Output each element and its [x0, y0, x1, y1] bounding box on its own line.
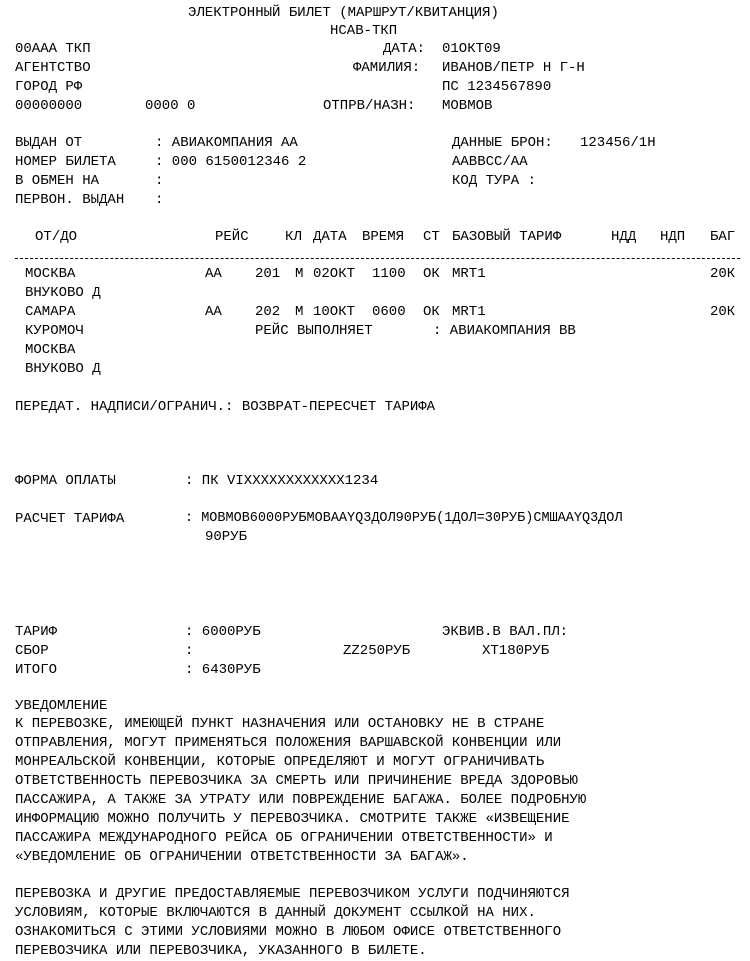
- endorsements: ПЕРЕДАТ. НАДПИСИ/ОГРАНИЧ.: ВОЗВРАТ-ПЕРЕСЧЕТ ТАРИФА: [15, 399, 436, 415]
- agency-city: ГОРОД РФ: [15, 79, 83, 95]
- payment-value: : ПК VIXXXXXXXXXXXX1234: [185, 473, 379, 489]
- fare-label: ТАРИФ: [15, 624, 58, 640]
- segment-status: ОК: [423, 304, 440, 320]
- segment-baggage: 20К: [710, 304, 736, 320]
- col-baggage: БАГ: [710, 229, 736, 245]
- col-flight: РЕЙС: [215, 229, 249, 245]
- agency-number: 00000000: [15, 98, 83, 114]
- payment-label: ФОРМА ОПЛАТЫ: [15, 473, 116, 489]
- terms-line: УСЛОВИЯМ, КОТОРЫЕ ВКЛЮЧАЮТСЯ В ДАННЫЙ ДОКУМЕНТ ССЫЛКОЙ НА НИХ.: [15, 905, 536, 921]
- col-base-fare: БАЗОВЫЙ ТАРИФ: [452, 229, 562, 245]
- booking-label: ДАННЫЕ БРОН:: [452, 135, 553, 151]
- exchange-label: В ОБМЕН НА: [15, 173, 100, 189]
- col-status: СТ: [423, 229, 440, 245]
- fare-calc-line1: : МОВМОВ6000РУБМОВААYQ3ДОЛ90РУБ(1ДОЛ=30РУБ)СМШААYQ3ДОЛ: [185, 511, 623, 526]
- booking-value: 123456/1Н: [580, 135, 656, 151]
- document-title: ЭЛЕКТРОННЫЙ БИЛЕТ (МАРШРУТ/КВИТАНЦИЯ): [188, 5, 499, 21]
- issue-date: 01ОКТ09: [442, 41, 501, 57]
- segment-baggage: 20К: [710, 266, 736, 282]
- fare-calc-label: РАСЧЕТ ТАРИФА: [15, 511, 125, 527]
- exchange-value: :: [155, 173, 164, 189]
- ticket-number-label: НОМЕР БИЛЕТА: [15, 154, 116, 170]
- notice-line: К ПЕРЕВОЗКЕ, ИМЕЮЩЕЙ ПУНКТ НАЗНАЧЕНИЯ ИЛИ ОСТАНОВКУ НЕ В СТРАНЕ: [15, 716, 545, 732]
- col-date: ДАТА: [313, 229, 347, 245]
- notice-line: ОТПРАВЛЕНИЯ, МОГУТ ПРИМЕНЯТЬСЯ ПОЛОЖЕНИЯ ВАРШАВСКОЙ КОНВЕНЦИИ ИЛИ: [15, 735, 562, 751]
- ticket-number-value: : 000 6150012346 2: [155, 154, 307, 170]
- passenger-name: ИВАНОВ/ПЕТР Н Г-Н: [442, 60, 585, 76]
- agency-code: 00ААА ТКП: [15, 41, 91, 57]
- segment-city: САМАРА: [25, 304, 76, 320]
- segment-date: 02ОКТ: [313, 266, 356, 282]
- terms-line: ПЕРЕВОЗЧИКА ИЛИ ПЕРЕВОЗЧИКА, УКАЗАННОГО В БИЛЕТЕ.: [15, 943, 427, 959]
- route-value: МОВМОВ: [442, 98, 493, 114]
- segment-class: М: [295, 266, 304, 282]
- booking-secondary: ААВВСС/АА: [452, 154, 528, 170]
- col-from-to: ОТ/ДО: [35, 229, 78, 245]
- notice-line: «УВЕДОМЛЕНИЕ ОБ ОГРАНИЧЕНИИ ОТВЕТСТВЕННОСТИ ЗА БАГАЖ».: [15, 849, 469, 865]
- tax-xt: XT180РУБ: [482, 643, 550, 659]
- segment-flight: 202: [255, 304, 281, 320]
- col-time: ВРЕМЯ: [362, 229, 405, 245]
- segment-time: 0600: [372, 304, 406, 320]
- issued-by-label: ВЫДАН ОТ: [15, 135, 83, 151]
- segment-date: 10ОКТ: [313, 304, 356, 320]
- fare-calc-line2: 90РУБ: [205, 529, 248, 545]
- tax-label: СБОР: [15, 643, 49, 659]
- segment-fare-basis: MRT1: [452, 304, 486, 320]
- route-label: ОТПРВ/НАЗН:: [323, 98, 416, 114]
- tax-zz: ZZ250РУБ: [343, 643, 411, 659]
- col-ndp: НДП: [660, 229, 686, 245]
- table-divider: [15, 258, 740, 259]
- equiv-label: ЭКВИВ.В ВАЛ.ПЛ:: [442, 624, 569, 640]
- segment-airline: АА: [205, 304, 222, 320]
- terms-line: ОЗНАКОМИТЬСЯ С ЭТИМИ УСЛОВИЯМИ МОЖНО В ЛЮБОМ ОФИСЕ ОТВЕТСТВЕННОГО: [15, 924, 562, 940]
- tax-colon: :: [185, 643, 194, 659]
- notice-line: ИНФОРМАЦИЮ МОЖНО ПОЛУЧИТЬ У ПЕРЕВОЗЧИКА. СМОТРИТЕ ТАКЖЕ «ИЗВЕЩЕНИЕ: [15, 811, 570, 827]
- original-issue-value: :: [155, 192, 164, 208]
- segment-airline: АА: [205, 266, 222, 282]
- operated-by-value: : АВИАКОМПАНИЯ ВВ: [433, 323, 576, 339]
- segment-fare-basis: MRT1: [452, 266, 486, 282]
- notice-title: УВЕДОМЛЕНИЕ: [15, 698, 108, 714]
- total-label: ИТОГО: [15, 662, 58, 678]
- date-label: ДАТА:: [383, 41, 426, 57]
- issued-by-value: : АВИАКОМПАНИЯ АА: [155, 135, 298, 151]
- col-ndd: НДД: [611, 229, 637, 245]
- agency-sub: 0000 0: [145, 98, 196, 114]
- segment-status: ОК: [423, 266, 440, 282]
- document-subtitle: НСАВ-ТКП: [330, 23, 398, 39]
- notice-line: ПАССАЖИРА МЕЖДУНАРОДНОГО РЕЙСА ОБ ОГРАНИЧЕНИИ ОТВЕТСТВЕННОСТИ» И: [15, 830, 553, 846]
- notice-line: ОТВЕТСТВЕННОСТЬ ПЕРЕВОЗЧИКА ЗА СМЕРТЬ ИЛИ ПРИЧИНЕНИЕ ВРЕДА ЗДОРОВЬЮ: [15, 773, 578, 789]
- segment-flight: 201: [255, 266, 281, 282]
- segment-airport: КУРОМОЧ: [25, 323, 84, 339]
- passenger-document: ПС 1234567890: [442, 79, 552, 95]
- fare-value: : 6000РУБ: [185, 624, 261, 640]
- agency-type: АГЕНТСТВО: [15, 60, 91, 76]
- segment-destination-airport: ВНУКОВО Д: [25, 361, 101, 377]
- segment-origin-city: МОСКВА: [25, 266, 76, 282]
- segment-class: М: [295, 304, 304, 320]
- col-class: КЛ: [285, 229, 302, 245]
- terms-line: ПЕРЕВОЗКА И ДРУГИЕ ПРЕДОСТАВЛЯЕМЫЕ ПЕРЕВОЗЧИКОМ УСЛУГИ ПОДЧИНЯЮТСЯ: [15, 886, 570, 902]
- operated-by-label: РЕЙС ВЫПОЛНЯЕТ: [255, 323, 373, 339]
- segment-destination-city: МОСКВА: [25, 342, 76, 358]
- name-label: ФАМИЛИЯ:: [353, 60, 421, 76]
- segment-origin-airport: ВНУКОВО Д: [25, 285, 101, 301]
- original-issue-label: ПЕРВОН. ВЫДАН: [15, 192, 125, 208]
- segment-time: 1100: [372, 266, 406, 282]
- total-value: : 6430РУБ: [185, 662, 261, 678]
- tour-code-label: КОД ТУРА :: [452, 173, 537, 189]
- notice-line: ПАССАЖИРА, А ТАКЖЕ ЗА УТРАТУ ИЛИ ПОВРЕЖДЕНИЕ БАГАЖА. БОЛЕЕ ПОДРОБНУЮ: [15, 792, 587, 808]
- notice-line: МОНРЕАЛЬСКОЙ КОНВЕНЦИИ, КОТОРЫЕ ОПРЕДЕЛЯЮТ И МОГУТ ОГРАНИЧИВАТЬ: [15, 754, 545, 770]
